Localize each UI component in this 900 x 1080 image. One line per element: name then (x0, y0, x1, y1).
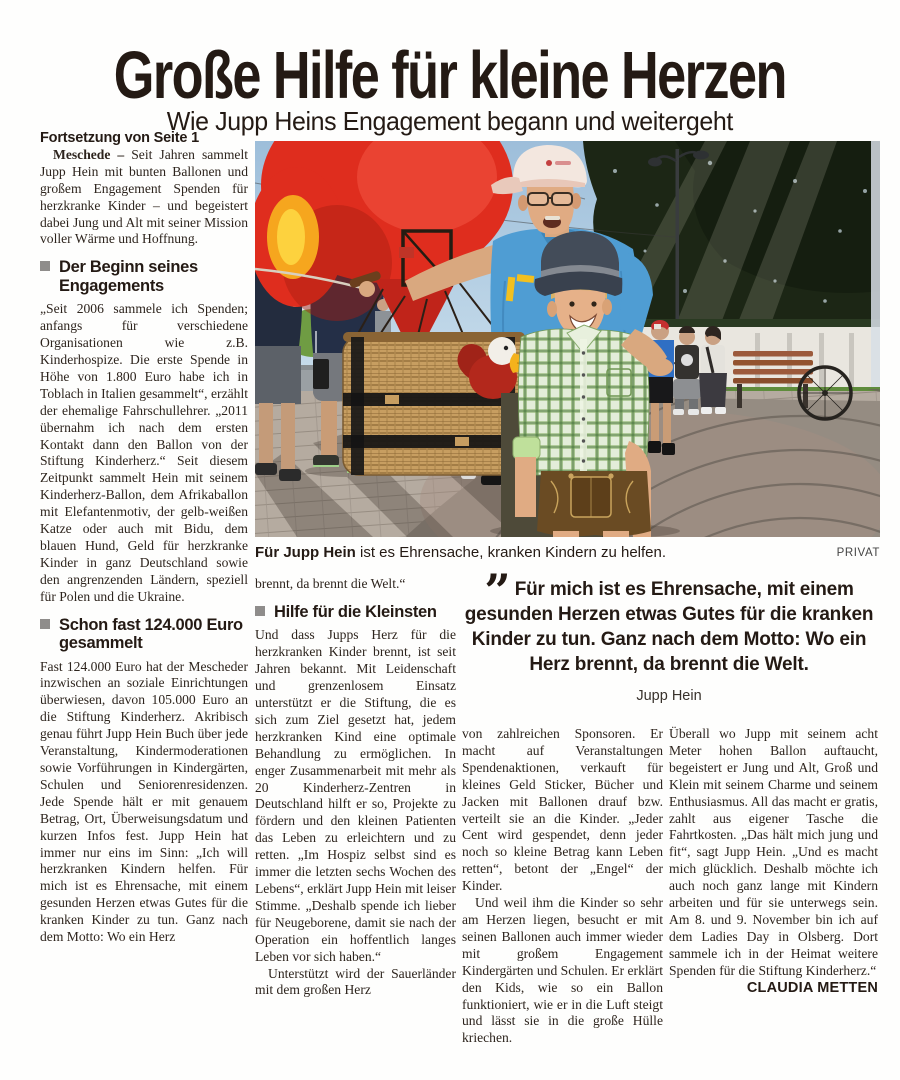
photo-illustration (255, 141, 880, 537)
lederhosen (537, 471, 651, 536)
lead-paragraph (40, 147, 248, 248)
square-bullet-icon (255, 606, 265, 616)
headline-text: Große Hilfe für kleine Herzen (113, 38, 787, 114)
continuation-note: Fortsetzung von Seite 1 (40, 130, 199, 146)
section-heading-text: Der Beginn seines Engagements (59, 258, 198, 295)
article-column-1 (40, 130, 248, 946)
bike-wheel (799, 367, 851, 419)
article-photo (255, 141, 880, 537)
photo-caption (255, 544, 880, 561)
paragraph-kinder: Und weil ihm die Kinder so sehr am Herzen liegen, besucht er mit seinen Ballonen auch immer wieder mit großem Engagement Kindergärten und Schulen. Er erklärt den Kids, wie so ein Ballon funktioniert, wie er in die Luft steigt und lässt sie in die große Hülle kriechen. (462, 895, 663, 1046)
paragraph-hilfe: Und dass Jupps Herz für die herzkranken Kinder brennt, ist seit Jahren bekannt. Mit Leidenschaft und grenzenlosem Einsatz unterstützt er die Stiftung, die es sich zum Ziel gesetzt hat, jedem herzkranken Kind eine optimale Behandlung zu ermöglichen. In enger Zusammenarbeit mit mehr als 20 Kinderherz-Zentren in Deutschland hilft er so, Projekte zu fördern und den kleinen Patienten das Leben zu erleichtern und zu retten. „Im Hospiz selbst sind es immer die letzten sechs Wochen des Lebens“, erklärt Jupp Hein mit leiser Stimme. „Deshalb spende ich lieber für Neugeborene, damit sie nach der Operation ein hoffentlich langes Leben vor sich haben.“ (255, 627, 456, 964)
paragraph-unterstuetzt: Unterstützt wird der Sauerländer mit dem großen Herz (255, 965, 456, 998)
subheadline-text: Wie Jupp Heins Engagement begann und weitergeht (166, 105, 734, 136)
section-heading-text: Schon fast 124.000 Euro gesammelt (59, 615, 243, 653)
pull-quote-attribution: Jupp Hein (636, 688, 702, 704)
pull-quote-text (458, 564, 880, 677)
square-bullet-icon (40, 619, 50, 629)
pull-quote (458, 564, 880, 704)
article-column-2 (255, 576, 456, 999)
gripping-hand (359, 281, 375, 297)
paragraph-beginn: „Seit 2006 sammele ich Spenden; anfangs für verschiedene Organisationen wie z.B. Kinderhospize. Die erste Spende in Höhe von 1.800 Euro habe ich in Toblach in Italien gesammelt“, erzählt der ehemalige Fahrschullehrer. „2011 übernahm ich nach dem ersten Kontakt dann den Ballon von der Stiftung Kinderherz.“ Seit diesem Zeitpunkt sammelt Hein mit seinem Kinderherz-Ballon, dem Afrikaballon mit Elefantenmotiv, der gelb-weißen Katze oder auch mit Bidu, dem blauen Hund, Geld für herzkranke Kinder in ganz Deutschland sowie den angrenzenden Ländern, speziell für Polen und die Ukraine. (40, 301, 248, 604)
quote-mark-icon: ” (484, 564, 508, 618)
caption-bold: Für Jupp Hein (255, 544, 356, 561)
section-heading-text: Hilfe für die Kleinsten (274, 602, 437, 621)
section-heading-euro (40, 616, 248, 653)
lead-city: Meschede – (53, 146, 132, 162)
page-title (0, 37, 900, 114)
quote-body: Für mich ist es Ehrensache, mit einem gesunden Herzen etwas Gutes für die kranken Kinder zu tun. Ganz nach dem Motto: Wo ein Herz brennt, da brennt die Welt. (464, 579, 874, 675)
lead-text: Seit Jahren sammelt Jupp Hein mit bunten Ballonen und großem Engagement Spenden für herzkranke Kinder – und begeistert dabei Jung und Alt mit seiner Mission voller Wärme und Hoffnung. (40, 146, 248, 247)
paragraph-sponsoren: von zahlreichen Sponsoren. Er macht auf Veranstaltungen Spendenaktionen, verkauft für kleines Geld Sticker, Bücher und Jacken mit Ballonen drauf bzw. verteilt sie an die Kinder. „Jeder Cent wird gespendet, denn jeder noch so kleine Betrag kann Leben retten“, betont der „Engel“ der Kinder. (462, 726, 663, 894)
square-bullet-icon (40, 261, 50, 271)
paragraph-euro: Fast 124.000 Euro hat der Mescheder inzwischen an soziale Einrichtungen überwiesen, davon 105.000 Euro an die Stiftung Kinderherz. Akribisch genau führt Jupp Hein Buch über jede Veranstaltung, Kindermoderationen sowie Vorführungen in Kindergärten, Schulen und Seniorenresidenzen. Jede Spende hält er mit genauem Betrag, Ort, Überweisungsdatum und kurzen Infos fest. Jupp Hein hat immer nur eins im Sinn: „Ich will herzkranken Kindern helfen. Für mich ist es Ehrensache, mit einem gesunden Herzen etwas Gutes für die kranken Kinder zu tun. Ganz nach dem Motto: Wo ein Herz (40, 658, 248, 945)
section-heading-hilfe (255, 603, 456, 621)
caption-text: ist es Ehrensache, kranken Kindern zu helfen. (355, 544, 667, 561)
paragraph-ueberall: Überall wo Jupp mit seinem acht Meter hohen Ballon auftaucht, begeistert er Jung und Alt, Groß und Klein mit seinem Charme und seinem Enthusiasmus. All das macht er gratis, zahlt aus eigener Tasche die Fahrtkosten. „Das hält mich jung und fit“, sagt Jupp Hein. „Und es macht mich glücklich. Deshalb möchte ich auch noch ganz lange mit Kindern arbeiten und für sie unterwegs sein. Am 8. und 9. November bin ich auf dem Ladies Day in Olsberg. Dort sammele ich in der Heimat weitere Spenden für die Stiftung Kinderherz.“ (669, 726, 878, 978)
article-column-4 (669, 726, 878, 997)
section-heading-beginn (40, 258, 248, 295)
author-byline: CLAUDIA METTEN (746, 979, 878, 996)
rolled-cuff (513, 437, 540, 459)
article-column-3 (462, 726, 663, 1047)
paragraph-welt: brennt, da brennt die Welt.“ (255, 576, 406, 591)
photo-credit: PRIVAT (836, 547, 880, 559)
